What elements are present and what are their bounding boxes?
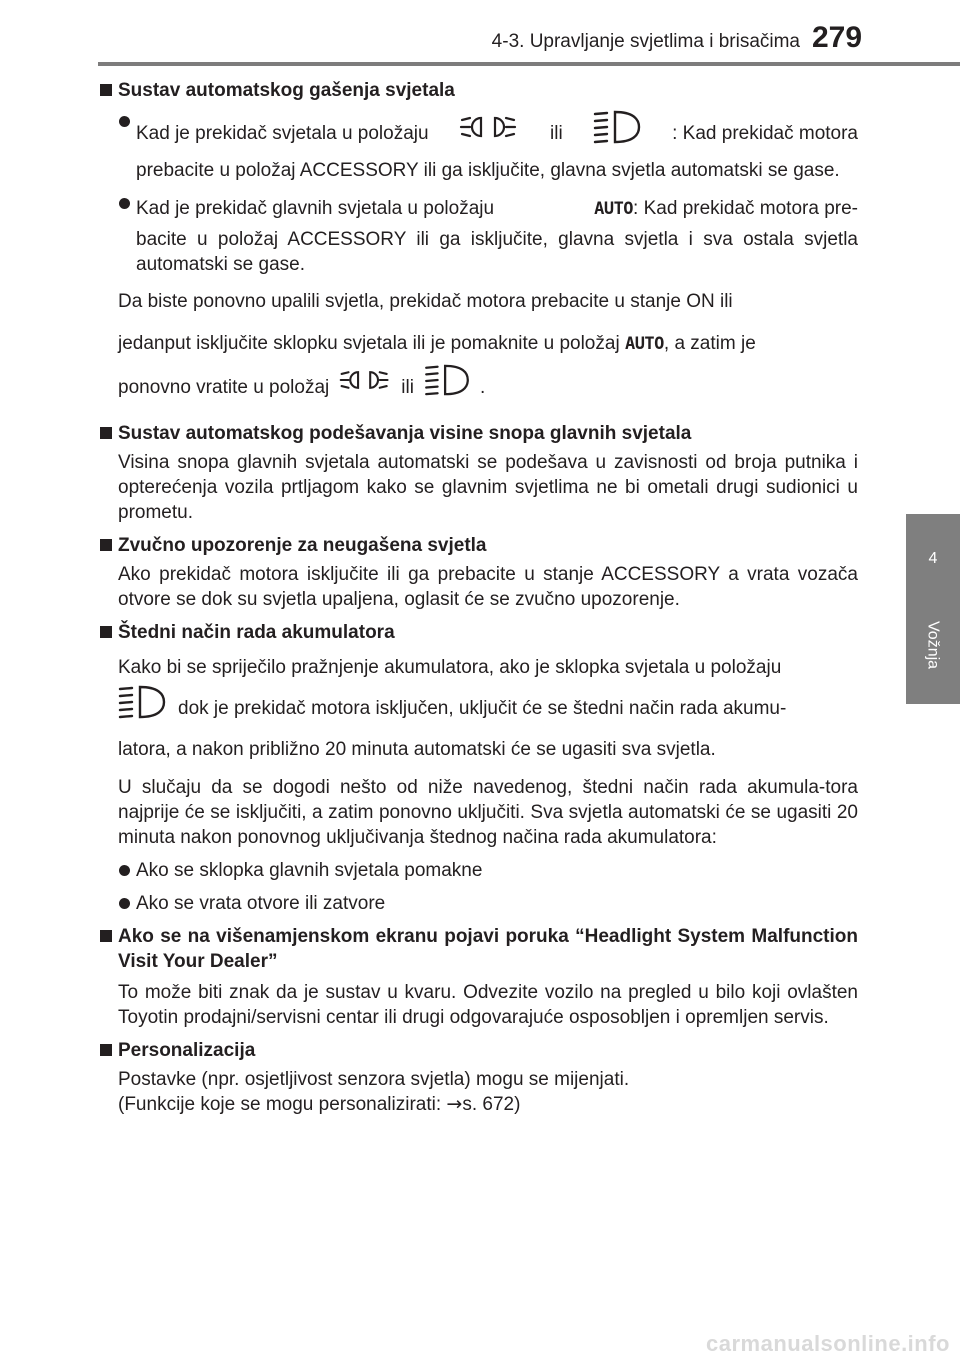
bullet-item: Ako se vrata otvore ili zatvore — [98, 891, 858, 916]
section-heading-message: Ako se na višenamjenskom ekranu pojavi poruka “Headlight System Malfunction Visit Your Dealer” — [98, 924, 858, 974]
battery-paragraph — [98, 649, 858, 769]
paragraph-line: dok je prekidač motora isključen, uključit će se štedni način rada akumu- — [178, 698, 787, 719]
page-reference-link[interactable]: s. 672) — [462, 1094, 521, 1115]
headlight-icon — [593, 109, 641, 158]
bullet-item: Ako se sklopka glavnih svjetala pomakne — [98, 858, 858, 883]
section-heading-battery: Štedni način rada akumulatora — [98, 620, 858, 645]
parking-lights-icon — [459, 113, 519, 154]
section-heading-leveling: Sustav automatskog podešavanja visine snopa glavnih svjetala — [98, 421, 858, 446]
section-text: To može biti znak da je sustav u kvaru. Odvezite vozilo na pregled u bilo koji ovlašten Toyotin prodajni/servisni centar ili drugi odgovarajuće osposobljen i opremljen servis. — [118, 982, 858, 1028]
auto-position-label: AUTO — [594, 199, 634, 219]
bullet-text: bacite u položaj ACCESSORY ili ga isključite, glavna svjetla i sva ostala svjetla automatski se gase. — [136, 229, 858, 275]
bullet-text: prebacite u položaj ACCESSORY ili ga isključite, glavna svjetla automatski se gase. — [136, 160, 840, 181]
paragraph-line: , a zatim je — [663, 333, 756, 354]
bullet-text: Kad je prekidač glavnih svjetala u položaju — [136, 198, 495, 219]
page-number: 279 — [812, 21, 863, 54]
paragraph-line: jedanput isključite sklopku svjetala ili je pomaknite u položaj — [118, 333, 620, 354]
paragraph-line: (Funkcije koje se mogu personalizirati: — [118, 1094, 442, 1115]
paragraph-line: ili — [401, 377, 414, 398]
paragraph-line: latora, a nakon približno 20 minuta automatski će se ugasiti sva svjetla. — [118, 739, 716, 760]
personalization-text — [98, 1067, 858, 1117]
header-title: 4-3. Upravljanje svjetlima i brisačima — [491, 31, 800, 52]
reactivate-paragraph — [98, 281, 858, 411]
bullet-text: : Kad prekidač motora pre- — [633, 198, 858, 219]
section-text: U slučaju da se dogodi nešto od niže navedenog, štedni način rada akumula-tora najprije će se isključiti, a zatim ponovno uključiti. Sva svjetla automatski će se ugasiti 20 minuta nakon ponovnog uključivanja štednog načina rada akumulatora: — [118, 777, 858, 848]
bullet-text: ili — [550, 122, 563, 144]
section-heading-buzzer: Zvučno upozorenje za neugašena svjetla — [98, 533, 858, 558]
headlight-icon — [424, 363, 470, 413]
paragraph-line: ponovno vratite u položaj — [118, 377, 330, 398]
headlight-icon — [118, 684, 166, 734]
watermark: carmanualsonline.info — [706, 1331, 950, 1356]
page-content — [98, 78, 858, 1117]
chapter-number: 4 — [928, 550, 938, 567]
bullet-text: : Kad prekidač motora — [672, 122, 858, 144]
section-heading-personalization: Personalizacija — [98, 1038, 858, 1063]
bullet-item — [98, 109, 858, 183]
bullet-item — [98, 191, 858, 277]
bullet-text: Kad je prekidač svjetala u položaju — [136, 122, 429, 144]
paragraph-line: Kako bi se spriječilo pražnjenje akumulatora, ako je sklopka svjetala u položaju — [118, 657, 782, 678]
paragraph-line: . — [479, 377, 486, 398]
paragraph-line: Postavke (npr. osjetljivost senzora svjetla) mogu se mijenjati. — [118, 1069, 630, 1090]
parking-lights-icon — [339, 367, 391, 409]
section-text: Ako prekidač motora isključite ili ga prebacite u stanje ACCESSORY a vrata vozača otvore se dok su svjetla upaljena, oglasit će se zvučno upozorenje. — [118, 564, 858, 610]
section-heading-auto-off: Sustav automatskog gašenja svjetala — [98, 78, 858, 103]
chapter-label: Vožnja — [924, 620, 942, 670]
header-rule — [98, 62, 960, 66]
paragraph-line: Da biste ponovno upalili svjetla, prekidač motora prebacite u stanje ON ili — [118, 291, 733, 312]
section-text: Visina snopa glavnih svjetala automatski se podešava u zavisnosti od broja putnika i opterećenja vozila prtljagom kako se glavnim svjetlima ne bi ometali drugi sudionici u prometu. — [118, 452, 858, 523]
page-reference-arrow: → — [446, 1093, 463, 1115]
auto-position-label: AUTO — [624, 334, 664, 354]
